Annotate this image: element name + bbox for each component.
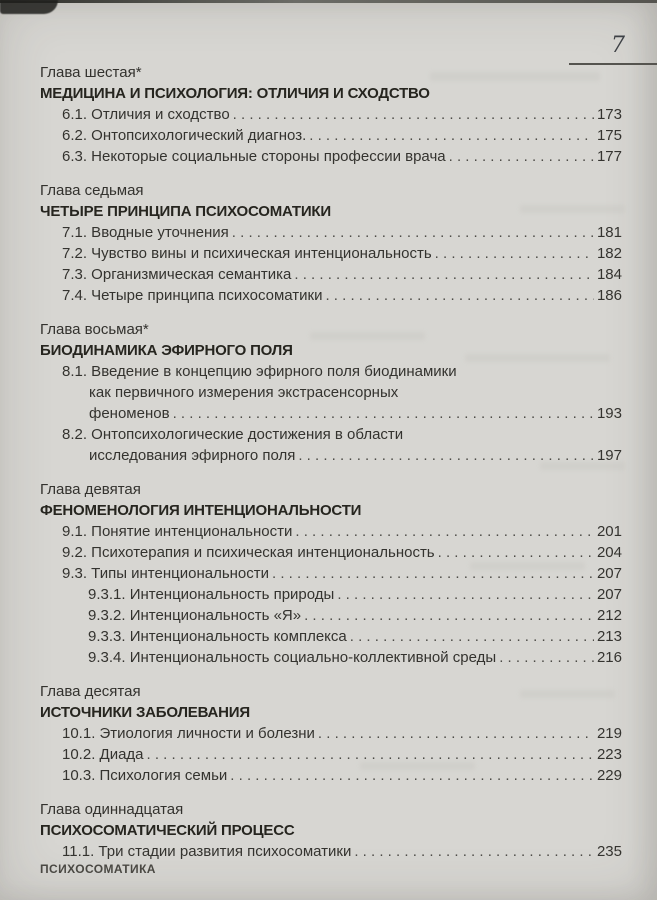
toc-entry-text: 6.3. Некоторые социальные стороны профессии врача — [62, 148, 446, 165]
toc-entry — [62, 424, 622, 466]
toc-entry-text: 9.1. Понятие интенциональности — [62, 523, 293, 540]
chapter-block — [40, 319, 622, 466]
dot-leader — [325, 285, 594, 306]
toc-entry-page: 177 — [596, 148, 622, 165]
toc-entry — [62, 264, 622, 285]
toc-entry-text: 6.1. Отличия и сходство — [62, 106, 230, 123]
chapter-label: Глава одиннадцатая — [40, 801, 184, 818]
toc-entry-text: 10.2. Диада — [62, 746, 144, 763]
toc-entry — [62, 563, 622, 584]
dot-leader — [350, 626, 594, 647]
toc-entry-text-line: феноменов — [89, 405, 170, 422]
toc-entry — [62, 521, 622, 542]
chapter-title: ЧЕТЫРЕ ПРИНЦИПА ПСИХОСОМАТИКИ — [40, 203, 331, 220]
dot-leader — [499, 647, 594, 668]
toc-entry-text: 9.3.1. Интенциональность природы — [88, 586, 335, 603]
toc-entry-text: 7.1. Вводные уточнения — [62, 224, 229, 241]
running-footer: ПСИХОСОМАТИКА — [40, 862, 156, 876]
chapter-title: ИСТОЧНИКИ ЗАБОЛЕВАНИЯ — [40, 704, 250, 721]
toc-entry — [62, 542, 622, 563]
page-number: 7 — [611, 33, 625, 58]
toc-entry-page: 175 — [596, 127, 622, 144]
toc-subentry — [88, 605, 622, 626]
toc-entry-text: 7.4. Четыре принципа психосоматики — [62, 287, 323, 304]
toc-entry — [62, 285, 622, 306]
toc-entry-text: 7.3. Организмическая семантика — [62, 266, 292, 283]
dot-leader — [304, 605, 594, 626]
toc-entry-text: 9.3. Типы интенциональности — [62, 565, 270, 582]
dot-leader — [272, 563, 594, 584]
chapter-title: БИОДИНАМИКА ЭФИРНОГО ПОЛЯ — [40, 342, 293, 359]
dot-leader — [354, 841, 594, 862]
chapter-title: ФЕНОМЕНОЛОГИЯ ИНТЕНЦИОНАЛЬНОСТИ — [40, 502, 362, 519]
scan-edge-top — [0, 0, 657, 3]
toc-entry-page: 212 — [596, 607, 622, 624]
dot-leader — [294, 264, 594, 285]
chapter-label: Глава восьмая* — [40, 321, 149, 338]
toc-entry-last-line — [62, 403, 622, 424]
toc-entry-page: 219 — [596, 725, 622, 742]
toc-entry-text: 11.1. Три стадии развития психосоматики — [62, 843, 352, 860]
toc-entry-page: 181 — [596, 224, 622, 241]
chapter-block — [40, 180, 622, 306]
chapter-title: ПСИХОСОМАТИЧЕСКИЙ ПРОЦЕСС — [40, 822, 295, 839]
toc-entry-page: 213 — [596, 628, 622, 645]
toc-entry-text: 9.3.2. Интенциональность «Я» — [88, 607, 302, 624]
chapter-label: Глава седьмая — [40, 182, 144, 199]
toc-entry-text: 10.1. Этиология личности и болезни — [62, 725, 315, 742]
chapter-label: Глава девятая — [40, 481, 141, 498]
toc-entry-page: 186 — [596, 287, 622, 304]
toc-entry-page: 193 — [596, 405, 622, 422]
toc-entry — [62, 125, 622, 146]
toc-entry-page: 229 — [596, 767, 622, 784]
toc-entry-page: 173 — [596, 106, 622, 123]
chapter-label: Глава десятая — [40, 683, 141, 700]
dot-leader — [232, 222, 594, 243]
toc-entry-page: 201 — [596, 523, 622, 540]
toc-entry-page: 204 — [596, 544, 622, 561]
toc-entry — [62, 146, 622, 167]
dot-leader — [318, 723, 594, 744]
toc-entry — [62, 744, 622, 765]
toc-entry-page: 216 — [596, 649, 622, 666]
table-of-contents — [40, 62, 622, 862]
toc-subentry — [88, 647, 622, 668]
dot-leader — [438, 542, 594, 563]
toc-entry-page: 197 — [596, 447, 622, 464]
toc-entry-page: 223 — [596, 746, 622, 763]
toc-entry-page: 207 — [596, 586, 622, 603]
toc-entry-page: 184 — [596, 266, 622, 283]
chapter-label: Глава шестая* — [40, 64, 142, 81]
toc-entry-page: 182 — [596, 245, 622, 262]
dot-leader — [435, 243, 594, 264]
toc-entry — [62, 723, 622, 744]
toc-entry-text: 9.3.4. Интенциональность социально-коллективной среды — [88, 649, 497, 666]
dot-leader — [337, 584, 594, 605]
dot-leader — [295, 521, 594, 542]
toc-entry — [62, 104, 622, 125]
toc-subentry — [88, 584, 622, 605]
toc-entry-last-line — [62, 445, 622, 466]
toc-entry-text-line: 8.2. Онтопсихологические достижения в области — [62, 426, 404, 443]
toc-entry-page: 235 — [596, 843, 622, 860]
toc-entry-text-line: как первичного измерения экстрасенсорных — [89, 384, 399, 401]
dot-leader — [147, 744, 594, 765]
toc-entry-text: 9.3.3. Интенциональность комплекса — [88, 628, 347, 645]
toc-subentry — [88, 626, 622, 647]
toc-entry-text: 10.3. Психология семьи — [62, 767, 228, 784]
dot-leader — [449, 146, 594, 167]
toc-entry — [62, 243, 622, 264]
toc-entry-text: 6.2. Онтопсихологический диагноз. — [62, 127, 307, 144]
scan-corner-top-left — [0, 0, 58, 14]
toc-entry — [62, 222, 622, 243]
toc-entry-page: 207 — [596, 565, 622, 582]
chapter-block — [40, 681, 622, 786]
dot-leader — [298, 445, 594, 466]
dot-leader — [233, 104, 594, 125]
chapter-block — [40, 799, 622, 862]
toc-entry-text-line: исследования эфирного поля — [89, 447, 296, 464]
dot-leader — [230, 765, 594, 786]
chapter-title: МЕДИЦИНА И ПСИХОЛОГИЯ: ОТЛИЧИЯ И СХОДСТВО — [40, 85, 430, 102]
dot-leader — [309, 125, 594, 146]
toc-entry-text: 9.2. Психотерапия и психическая интенциональность — [62, 544, 435, 561]
chapter-block — [40, 62, 622, 167]
chapter-block — [40, 479, 622, 668]
toc-entry — [62, 841, 622, 862]
toc-entry-text-line: 8.1. Введение в концепцию эфирного поля биодинамики — [62, 363, 457, 380]
toc-entry-text: 7.2. Чувство вины и психическая интенциональность — [62, 245, 432, 262]
dot-leader — [173, 403, 594, 424]
toc-entry — [62, 765, 622, 786]
toc-entry — [62, 361, 622, 424]
